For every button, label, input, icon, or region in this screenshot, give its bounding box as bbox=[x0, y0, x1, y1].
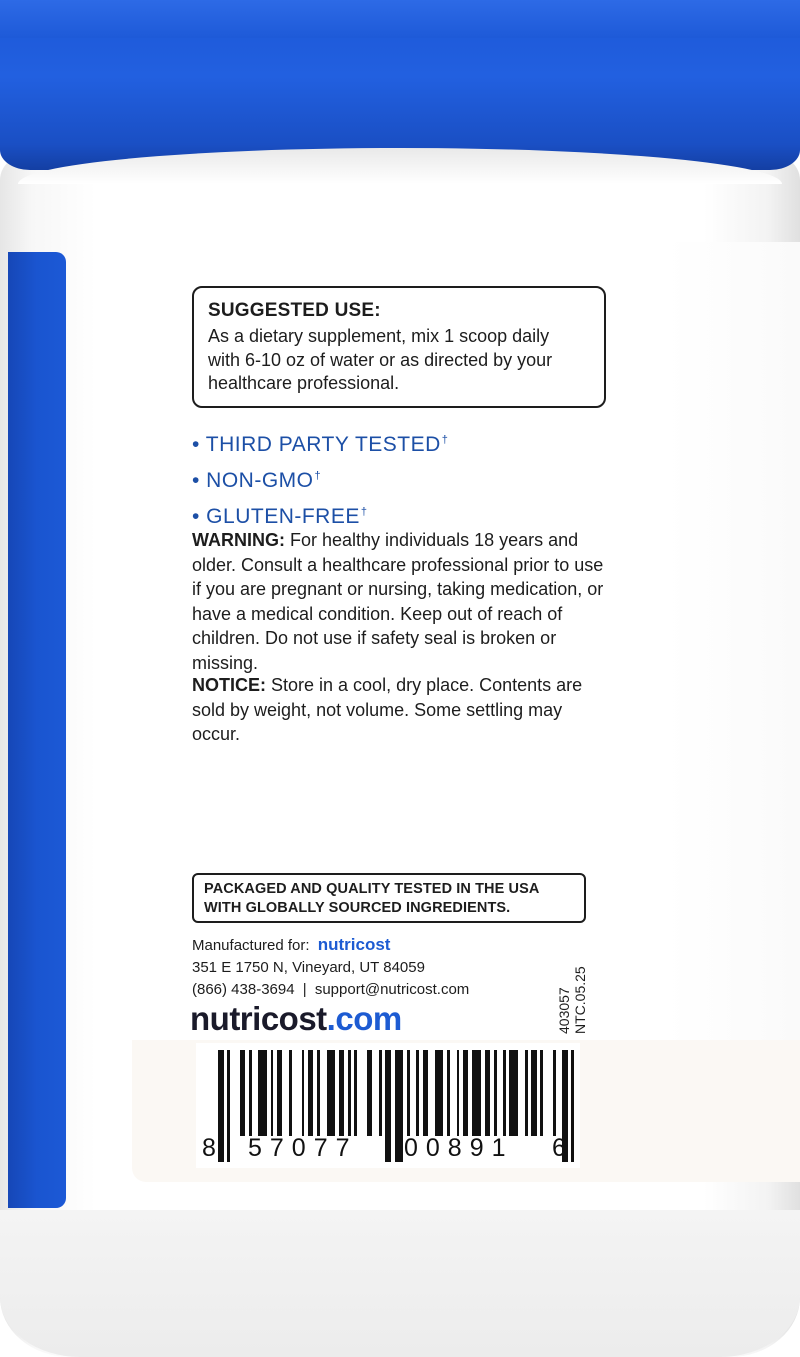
claim-gluten-free: • GLUTEN-FREE† bbox=[192, 505, 368, 528]
barcode-bar bbox=[367, 1050, 373, 1136]
barcode-lead-digit: 8 bbox=[202, 1134, 224, 1162]
barcode-bar bbox=[540, 1050, 543, 1136]
barcode-bar bbox=[447, 1050, 450, 1136]
notice-text bbox=[192, 673, 612, 747]
barcode-bar bbox=[385, 1050, 391, 1162]
manufacturer-info bbox=[192, 934, 552, 1001]
barcode-bar bbox=[457, 1050, 460, 1136]
suggested-use-text bbox=[208, 325, 592, 396]
barcode bbox=[196, 1043, 580, 1168]
warning-text bbox=[192, 528, 612, 675]
separator: | bbox=[302, 981, 307, 998]
barcode-bar bbox=[339, 1050, 345, 1136]
website-url: nutricost.com bbox=[190, 1000, 402, 1037]
barcode-bar bbox=[348, 1050, 351, 1136]
barcode-bar bbox=[379, 1050, 382, 1136]
phone-number: (866) 438-3694 bbox=[192, 981, 295, 998]
barcode-bar bbox=[416, 1050, 419, 1136]
barcode-bar bbox=[531, 1050, 537, 1136]
barcode-bar bbox=[327, 1050, 335, 1136]
barcode-bar bbox=[485, 1050, 491, 1136]
barcode-bar bbox=[509, 1050, 517, 1136]
barcode-bar bbox=[258, 1050, 266, 1136]
packaged-line: PACKAGED AND QUALITY TESTED IN THE USA bbox=[204, 881, 540, 897]
barcode-bar bbox=[289, 1050, 292, 1136]
barcode-bar bbox=[317, 1050, 320, 1136]
barcode-bar bbox=[494, 1050, 497, 1136]
notice-label: NOTICE: bbox=[192, 675, 266, 695]
suggested-use-box bbox=[192, 286, 606, 408]
barcode-bar bbox=[277, 1050, 283, 1136]
container-base bbox=[0, 1210, 800, 1357]
claim-third-party-tested: • THIRD PARTY TESTED† bbox=[192, 433, 449, 456]
packaged-in-usa-box bbox=[192, 873, 586, 923]
barcode-bar bbox=[240, 1050, 246, 1136]
manufacturer-row bbox=[192, 934, 552, 957]
label-side-stripe bbox=[8, 252, 66, 1208]
packaged-line: WITH GLOBALLY SOURCED INGREDIENTS. bbox=[204, 900, 511, 916]
manufactured-for-label: Manufactured for: bbox=[192, 937, 310, 954]
barcode-bar bbox=[249, 1050, 252, 1136]
claims-list bbox=[192, 422, 612, 530]
barcode-check-digit: 6 bbox=[552, 1134, 574, 1162]
barcode-bar bbox=[435, 1050, 443, 1136]
lot-number: 403057 bbox=[556, 987, 572, 1034]
barcode-bar bbox=[463, 1050, 469, 1136]
manufacturer-address: 351 E 1750 N, Vineyard, UT 84059 bbox=[192, 959, 425, 976]
barcode-bar bbox=[354, 1050, 357, 1136]
suggested-use-line: healthcare professional. bbox=[208, 373, 400, 393]
barcode-bar bbox=[227, 1050, 230, 1162]
brand-logo: nutricost bbox=[317, 935, 391, 954]
barcode-bars bbox=[218, 1050, 564, 1136]
notice-body: Store in a cool, dry place. Contents are sold by weight, not volume. Some settling may occur. bbox=[192, 675, 583, 744]
barcode-bar bbox=[302, 1050, 305, 1136]
barcode-bar bbox=[472, 1050, 480, 1136]
barcode-bar bbox=[308, 1050, 314, 1136]
lid-top-highlight bbox=[0, 0, 800, 38]
barcode-bar bbox=[271, 1050, 274, 1136]
barcode-bar bbox=[423, 1050, 429, 1136]
barcode-right-digits: 00891 bbox=[404, 1134, 514, 1162]
claim-non-gmo: • NON-GMO† bbox=[192, 469, 322, 492]
suggested-use-title: SUGGESTED USE: bbox=[208, 300, 381, 321]
warning-label: WARNING: bbox=[192, 530, 285, 550]
contact-row bbox=[192, 979, 552, 1001]
suggested-use-line: with 6-10 oz of water or as directed by your bbox=[208, 349, 553, 370]
barcode-bar bbox=[407, 1050, 410, 1136]
suggested-use-line: As a dietary supplement, mix 1 scoop daily bbox=[208, 326, 550, 346]
support-email: support@nutricost.com bbox=[314, 981, 470, 998]
warning-body: For healthy individuals 18 years and older. Consult a healthcare professional prior to use if you are pregnant or nursing, taking medication, or have a medical condition. Keep out of reach of children. Do not use if safety seal is broken or missing. bbox=[192, 530, 604, 673]
barcode-left-digits: 57077 bbox=[248, 1134, 358, 1162]
barcode-bar bbox=[553, 1050, 556, 1136]
barcode-bar bbox=[525, 1050, 528, 1136]
barcode-bar bbox=[503, 1050, 506, 1136]
barcode-bar bbox=[395, 1050, 403, 1162]
lot-code bbox=[556, 966, 588, 1034]
lot-expiry: NTC.05.25 bbox=[572, 966, 588, 1034]
